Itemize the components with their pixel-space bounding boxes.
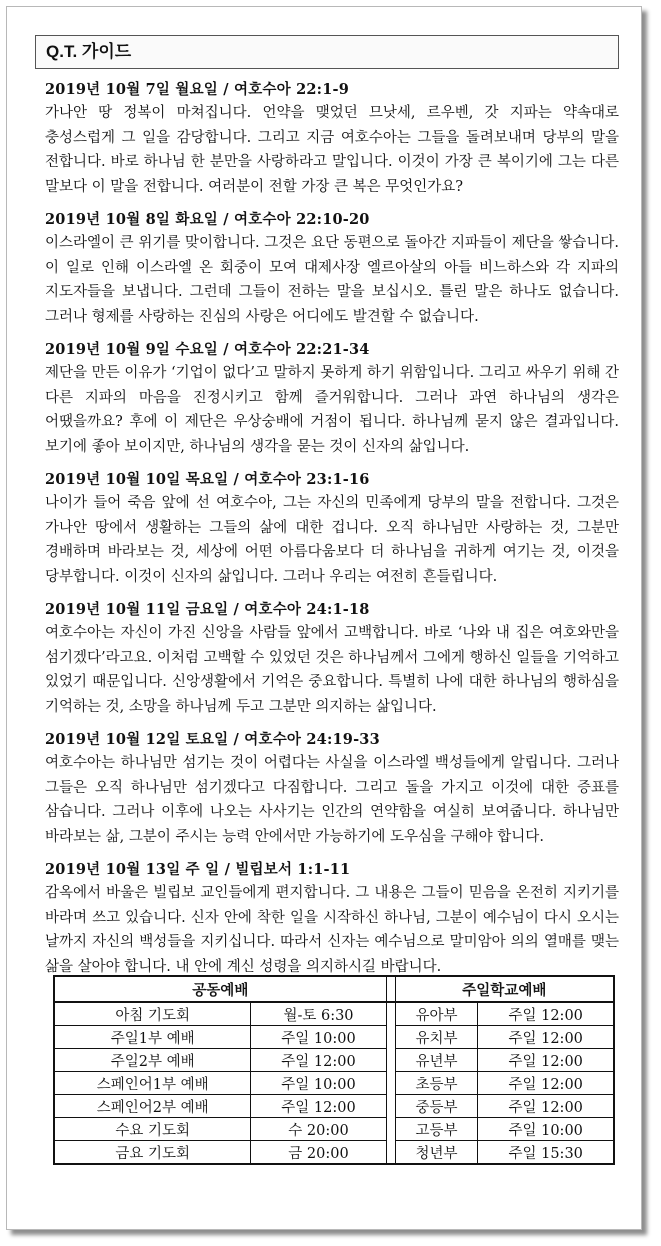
worship-header: 공동예배 [54,976,386,1002]
entry-heading: 2019년 10월 13일 주 일 / 빌립보서 1:1-11 [45,861,351,878]
schedule-header-row [54,976,614,1002]
schedule-row [54,1072,614,1095]
service-time: 금 20:00 [251,1141,386,1165]
schedule-row [54,1002,614,1026]
schedule-row [54,1049,614,1072]
schedule-row [54,1141,614,1165]
schedule-row [54,1026,614,1049]
bulletin-page [6,6,642,1230]
service-name: 스페인어1부 예배 [54,1072,251,1095]
qt-entry [45,599,619,719]
department-name: 유아부 [395,1002,478,1026]
page-title: Q.T. 가이드 [35,35,619,69]
service-name: 아침 기도회 [54,1002,251,1026]
qt-entry [45,339,619,459]
worship-schedule-table [53,975,615,1165]
department-name: 유년부 [395,1049,478,1072]
entry-body: 여호수아는 하나님만 섬기는 것이 어렵다는 사실을 이스라엘 백성들에게 알립니다. 그러나 그들은 오직 하나님만 섬기겠다고 다짐합니다. 그리고 돌을 가지고 이것에 대한 증표를 삼습니다. 그러나 이후에 나오는 사사기는 인간의 연약함을 여실히 보여줍니다. 하나님만 바라보는 삶, 그분이 주시는 능력 안에서만 가능하기에 도우심을 구해야 합니다. [45,755,619,845]
qt-entries [45,79,619,989]
service-time: 주일 12:00 [251,1095,386,1118]
qt-entry [45,209,619,329]
department-name: 고등부 [395,1118,478,1141]
department-time: 주일 12:00 [478,1049,614,1072]
service-name: 주일1부 예배 [54,1026,251,1049]
department-time: 주일 12:00 [478,1095,614,1118]
department-time: 주일 12:00 [478,1072,614,1095]
column-gap [386,1141,395,1165]
column-gap [386,1118,395,1141]
entry-heading: 2019년 10월 12일 토요일 / 여호수아 24:19-33 [45,731,380,748]
entry-heading: 2019년 10월 9일 수요일 / 여호수아 22:21-34 [45,341,370,358]
department-name: 중등부 [395,1095,478,1118]
column-gap [386,1072,395,1095]
department-name: 유치부 [395,1026,478,1049]
schedule-row [54,1095,614,1118]
entry-heading: 2019년 10월 11일 금요일 / 여호수아 24:1-18 [45,601,370,618]
entry-body: 가나안 땅 정복이 마쳐집니다. 언약을 맺었던 므낫세, 르우벤, 갓 지파는 약속대로 충성스럽게 그 일을 감당합니다. 그리고 지금 여호수아는 그들을 돌려보내며 당부의 말을 전합니다. 바로 하나님 한 분만을 사랑하라고 말입니다. 이것이 가장 큰 복이기에 그는 다른 말보다 이 말을 전합니다. 여러분이 전할 가장 큰 복은 무엇인가요? [45,105,619,195]
service-time: 월-토 6:30 [251,1002,386,1026]
schedule-row [54,1118,614,1141]
service-name: 금요 기도회 [54,1141,251,1165]
column-gap [386,1002,395,1026]
department-time: 주일 10:00 [478,1118,614,1141]
entry-body: 제단을 만든 이유가 ‘기업이 없다’고 말하지 못하게 하기 위함입니다. 그리고 싸우기 위해 간 다른 지파의 마음을 진정시키고 함께 즐거워합니다. 그러나 과연 하나님의 생각은 어땠을까요? 후에 이 제단은 우상숭배에 거점이 됩니다. 하나님께 묻지 않은 결과입니다. 보기에 좋아 보이지만, 하나님의 생각을 묻는 것이 신자의 삶입니다. [45,365,619,455]
entry-body: 이스라엘이 큰 위기를 맞이합니다. 그것은 요단 동편으로 돌아간 지파들이 제단을 쌓습니다. 이 일로 인해 이스라엘 온 회중이 모여 대제사장 엘르아살의 아들 비느하스와 각 지파의 지도자들을 보냅니다. 그런데 그들이 전하는 말을 보십시오. 틀린 말은 하나도 없습니다. 그러나 형제를 사랑하는 진심의 사랑은 어디에도 발견할 수 없습니다. [45,235,619,325]
entry-heading: 2019년 10월 7일 월요일 / 여호수아 22:1-9 [45,81,350,98]
department-time: 주일 12:00 [478,1002,614,1026]
service-name: 주일2부 예배 [54,1049,251,1072]
entry-body: 여호수아는 자신이 가진 신앙을 사람들 앞에서 고백합니다. 바로 ‘나와 내 집은 여호와만을 섬기겠다’라고요. 이처럼 고백할 수 있었던 것은 하나님께서 그에게 행하신 일들을 기억하고 있었기 때문입니다. 신앙생활에서 기억은 중요합니다. 특별히 나에 대한 하나님의 행하심을 기억하는 것, 소망을 하나님께 두고 그분만 의지하는 삶입니다. [45,625,619,715]
service-name: 스페인어2부 예배 [54,1095,251,1118]
service-time: 주일 10:00 [251,1072,386,1095]
service-time: 주일 12:00 [251,1049,386,1072]
qt-entry [45,469,619,589]
column-gap [386,1026,395,1049]
entry-body: 감옥에서 바울은 빌립보 교인들에게 편지합니다. 그 내용은 그들이 믿음을 온전히 지키기를 바라며 쓰고 있습니다. 신자 안에 착한 일을 시작하신 하나님, 그분이 예수님이 다시 오시는 날까지 자신의 백성들을 지키십니다. 따라서 신자는 예수님으로 말미암아 의의 열매를 맺는 삶을 살아야 합니다. 내 안에 계신 성령을 의지하시길 바랍니다. [45,885,619,975]
department-time: 주일 15:30 [478,1141,614,1165]
column-gap [386,976,395,1002]
service-name: 수요 기도회 [54,1118,251,1141]
department-name: 초등부 [395,1072,478,1095]
entry-heading: 2019년 10월 8일 화요일 / 여호수아 22:10-20 [45,211,370,228]
qt-entry [45,79,619,199]
qt-entry [45,729,619,849]
sunday-school-header: 주일학교예배 [395,976,614,1002]
department-name: 청년부 [395,1141,478,1165]
qt-entry [45,859,619,979]
service-time: 주일 10:00 [251,1026,386,1049]
column-gap [386,1095,395,1118]
entry-heading: 2019년 10월 10일 목요일 / 여호수아 23:1-16 [45,471,370,488]
service-time: 수 20:00 [251,1118,386,1141]
column-gap [386,1049,395,1072]
department-time: 주일 12:00 [478,1026,614,1049]
entry-body: 나이가 들어 죽음 앞에 선 여호수아, 그는 자신의 민족에게 당부의 말을 전합니다. 그것은 가나안 땅에서 생활하는 그들의 삶에 대한 겁니다. 오직 하나님만 사랑하는 것, 그분만 경배하며 바라보는 것, 세상에 어떤 아름다움보다 더 하나님을 귀하게 여기는 것, 이것을 당부합니다. 이것이 신자의 삶입니다. 그러나 우리는 여전히 흔들립니다. [45,495,619,585]
